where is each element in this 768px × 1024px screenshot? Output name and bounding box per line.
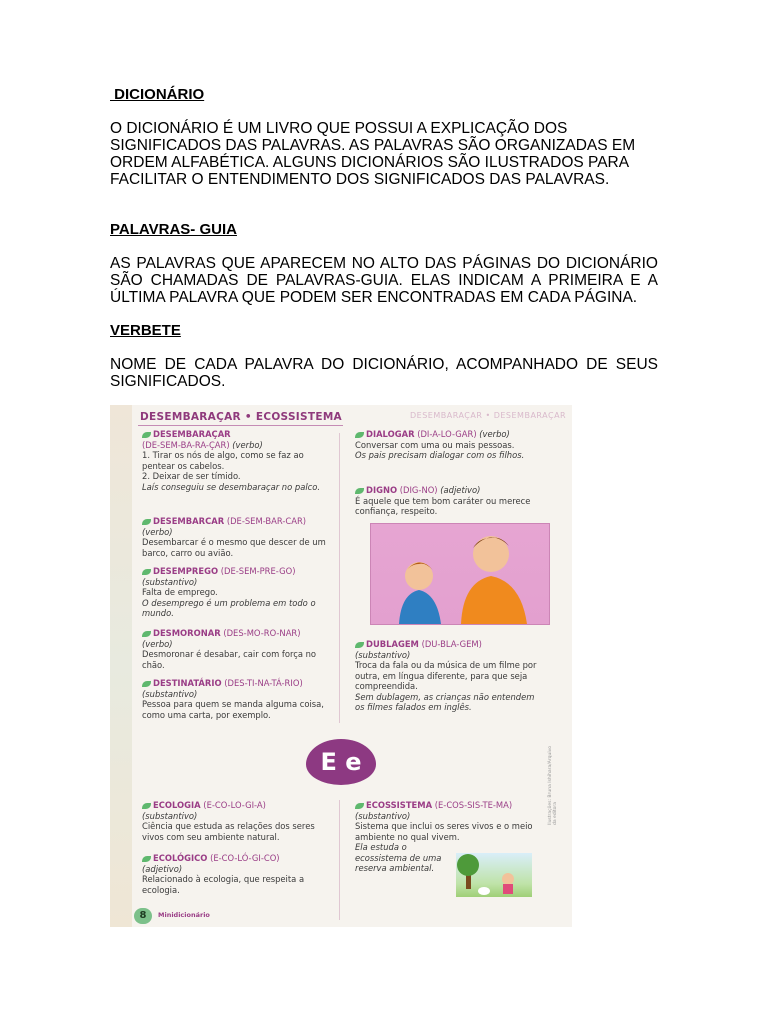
entry-class: (adjetivo) bbox=[440, 485, 481, 495]
page-edge bbox=[110, 405, 132, 927]
ecosystem-illustration bbox=[456, 853, 532, 897]
entry-word: DESEMBARAÇAR bbox=[153, 429, 231, 439]
entry-definition: Relacionado à ecologia, que respeita a ecologia. bbox=[142, 874, 305, 895]
leaf-bullet-icon bbox=[142, 519, 151, 525]
verbete-paragraph: NOME DE CADA PALAVRA DO DICIONÁRIO, ACOMPANHADO DE SEUS SIGNIFICADOS. bbox=[110, 356, 658, 390]
entry-ecologico bbox=[142, 853, 332, 895]
entry-definition: Pessoa para quem se manda alguma coisa, como uma carta, por exemplo. bbox=[142, 699, 324, 720]
entry-class: (verbo) bbox=[142, 526, 173, 537]
entry-word: DIGNO bbox=[366, 485, 398, 495]
entry-dublagem bbox=[355, 639, 545, 713]
dictionary-page-image bbox=[110, 405, 572, 927]
entry-word: DESMORONAR bbox=[153, 628, 221, 638]
entry-desmoronar bbox=[142, 628, 332, 670]
entry-class: (verbo) bbox=[232, 439, 263, 450]
entry-definition: Desmoronar é desabar, cair com força no chão. bbox=[142, 649, 317, 670]
father-son-illustration bbox=[370, 523, 550, 625]
column-divider-lower bbox=[339, 800, 340, 920]
entry-definition: Sistema que inclui os seres vivos e o meio ambiente no qual vivem. bbox=[355, 821, 533, 842]
palavras-guia-heading: PALAVRAS- GUIA bbox=[110, 221, 237, 238]
entry-class: (substantivo) bbox=[142, 810, 198, 821]
column-divider bbox=[339, 433, 340, 723]
leaf-bullet-icon bbox=[142, 803, 151, 809]
leaf-bullet-icon bbox=[142, 432, 151, 438]
entry-pronunciation: (DE-SEM-BAR-CAR) bbox=[226, 516, 307, 526]
entry-class: (substantivo) bbox=[142, 688, 198, 699]
footer-label: Minidicionário bbox=[158, 911, 210, 919]
entry-word: ECOSSISTEMA bbox=[366, 800, 433, 810]
intro-paragraph: O DICIONÁRIO É UM LIVRO QUE POSSUI A EXPLICAÇÃO DOS SIGNIFICADOS DAS PALAVRAS. AS PALAVRAS SÃO ORGANIZADAS EM ORDEM ALFABÉTICA. ALGUNS DICIONÁRIOS SÃO ILUSTRADOS PARA FACILITAR O ENTENDIMENTO DOS SIGNIFICADOS DAS PALAVRAS. bbox=[110, 120, 636, 188]
entry-definition: Desembarcar é o mesmo que descer de um barco, carro ou avião. bbox=[142, 537, 326, 558]
entry-class: (verbo) bbox=[479, 429, 510, 439]
entry-definition: Conversar com uma ou mais pessoas. bbox=[355, 439, 515, 450]
entry-ecologia bbox=[142, 800, 332, 842]
entry-example: Sem dublagem, as crianças não entendem os filmes falados em inglês. bbox=[355, 691, 535, 712]
leaf-bullet-icon bbox=[355, 432, 364, 438]
leaf-bullet-icon bbox=[142, 856, 151, 862]
leaf-bullet-icon bbox=[142, 681, 151, 687]
entry-pronunciation: (DE-SEM-BA-RA-ÇAR) bbox=[142, 439, 230, 450]
entry-desemprego bbox=[142, 566, 332, 619]
entry-example: O desemprego é um problema em todo o mundo. bbox=[142, 597, 316, 618]
entry-definition: Troca da fala ou da música de um filme por outra, em língua diferente, para que seja compreendida. bbox=[355, 660, 537, 691]
entry-destinatario bbox=[142, 678, 332, 720]
entry-pronunciation: (DES-TI-NA-TÁ-RIO) bbox=[224, 678, 303, 688]
guide-words: DESEMBARAÇAR • ECOSSISTEMA bbox=[140, 411, 342, 423]
leaf-bullet-icon bbox=[355, 488, 364, 494]
nature-drawing bbox=[456, 853, 532, 897]
entry-pronunciation: (E-COS-SIS-TE-MA) bbox=[434, 800, 513, 810]
entry-class: (substantivo) bbox=[355, 649, 411, 660]
entry-definition: Ciência que estuda as relações dos seres vivos com seu ambiente natural. bbox=[142, 821, 315, 842]
leaf-bullet-icon bbox=[142, 569, 151, 575]
entry-class: (adjetivo) bbox=[142, 863, 183, 874]
letter-e-badge: E e bbox=[306, 739, 376, 785]
entry-pronunciation: (DIG-NO) bbox=[399, 485, 438, 495]
entry-word: DUBLAGEM bbox=[366, 639, 419, 649]
palavras-guia-paragraph: AS PALAVRAS QUE APARECEM NO ALTO DAS PÁGINAS DO DICIONÁRIO SÃO CHAMADAS DE PALAVRAS-GUIA. ELAS INDICAM A PRIMEIRA E A ÚLTIMA PALAVRA QUE PODEM SER ENCONTRADAS EM CADA PÁGINA. bbox=[110, 255, 658, 306]
entry-desembaracar bbox=[142, 429, 332, 492]
leaf-bullet-icon bbox=[142, 631, 151, 637]
entry-word: DESTINATÁRIO bbox=[153, 678, 222, 688]
leaf-bullet-icon bbox=[355, 642, 364, 648]
entry-pronunciation: (E-CO-LÓ-GI-CO) bbox=[210, 853, 280, 863]
entry-word: DESEMPREGO bbox=[153, 566, 219, 576]
entry-pronunciation: (DE-SEM-PRE-GO) bbox=[220, 566, 296, 576]
entry-example: Ela estuda o ecossistema de uma reserva ambiental. bbox=[355, 842, 442, 873]
entry-class: (substantivo) bbox=[355, 810, 411, 821]
entry-example: Laís conseguiu se desembaraçar no palco. bbox=[142, 481, 321, 492]
page-title: DICIONÁRIO bbox=[110, 86, 205, 103]
entry-digno bbox=[355, 485, 545, 517]
illustration-credit: Ilustrações: Bruna Ishihara/Arquivo da editora bbox=[548, 746, 558, 825]
entry-class: (substantivo) bbox=[142, 576, 198, 587]
entry-desembarcar bbox=[142, 516, 332, 558]
entry-pronunciation: (DU-BLA-GEM) bbox=[421, 639, 482, 649]
people-drawing bbox=[371, 524, 549, 624]
page-number: 8 bbox=[134, 908, 152, 924]
entry-word: DESEMBARCAR bbox=[153, 516, 225, 526]
entry-pronunciation: (DI-A-LO-GAR) bbox=[417, 429, 477, 439]
verbete-heading: VERBETE bbox=[110, 322, 181, 339]
headline-rule bbox=[138, 425, 343, 426]
entry-pronunciation: (E-CO-LO-GI-A) bbox=[203, 800, 266, 810]
entry-word: DIALOGAR bbox=[366, 429, 415, 439]
entry-word: ECOLOGIA bbox=[153, 800, 201, 810]
leaf-bullet-icon bbox=[355, 803, 364, 809]
entry-definition: 1. Tirar os nós de algo, como se faz ao pentear os cabelos. bbox=[142, 450, 304, 471]
entry-definition: É aquele que tem bom caráter ou merece confiança, respeito. bbox=[355, 495, 531, 516]
entry-definition: Falta de emprego. bbox=[142, 587, 218, 597]
entry-pronunciation: (DES-MO-RO-NAR) bbox=[223, 628, 301, 638]
entry-class: (verbo) bbox=[142, 638, 173, 649]
entry-example: Os pais precisam dialogar com os filhos. bbox=[355, 450, 525, 460]
entry-definition: 2. Deixar de ser tímido. bbox=[142, 471, 241, 481]
entry-dialogar bbox=[355, 429, 545, 461]
guide-words-faded: DESEMBARAÇAR • DESEMBARAÇAR bbox=[410, 411, 567, 420]
entry-word: ECOLÓGICO bbox=[153, 853, 208, 863]
